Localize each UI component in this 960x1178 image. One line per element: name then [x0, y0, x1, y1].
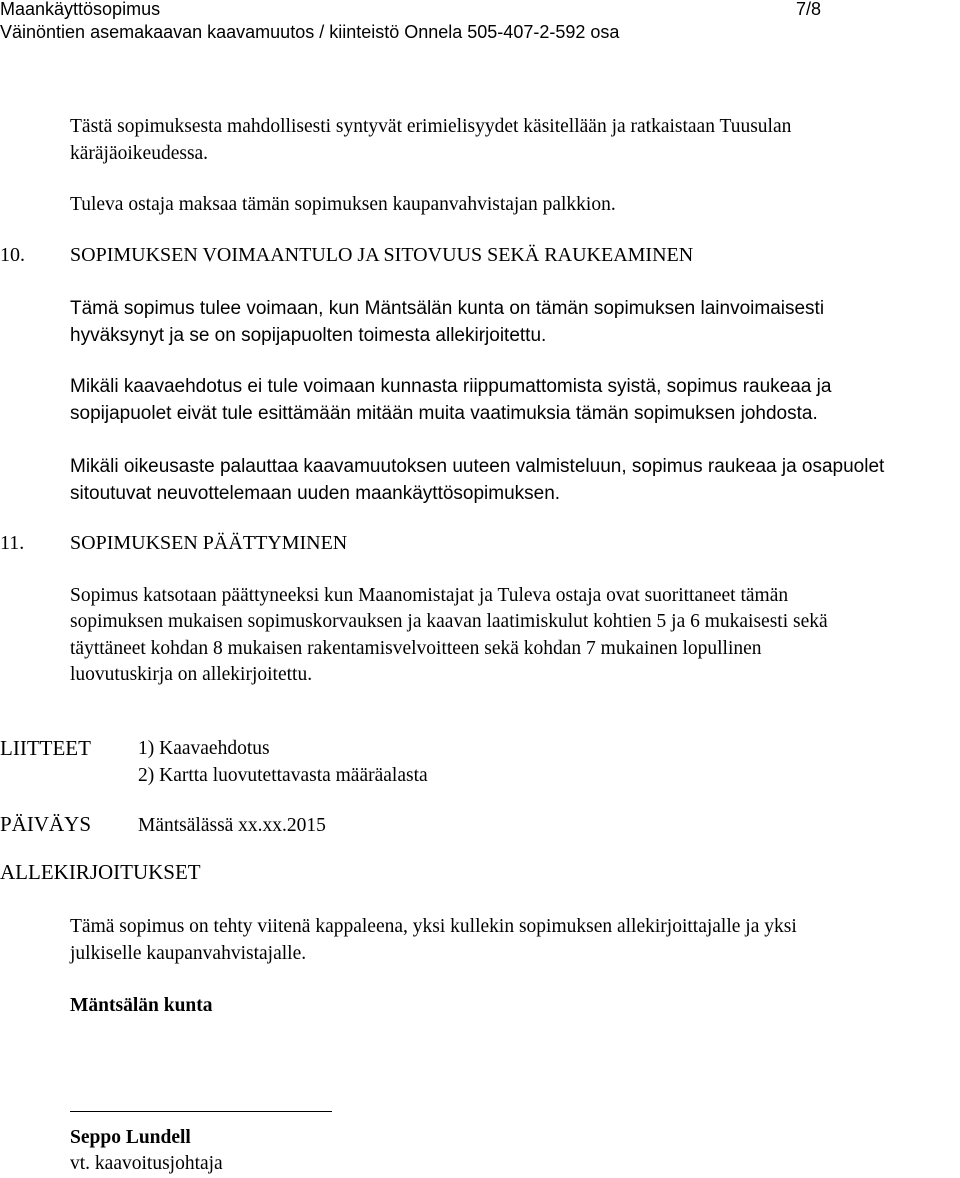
- date-label: PÄIVÄYS: [0, 812, 92, 836]
- attachment-item: 2) Kartta luovutettavasta määräalasta: [138, 765, 428, 786]
- section-10-paragraph-line: Mikäli kaavaehdotus ei tule voimaan kunnasta riippumattomista syistä, sopimus raukeaa ja: [70, 376, 832, 397]
- attachment-item: 1) Kaavaehdotus: [138, 738, 270, 759]
- signatures-paragraph-line: julkiselle kaupanvahvistajalle.: [70, 943, 307, 964]
- intro-paragraph-line: käräjäoikeudessa.: [70, 143, 209, 164]
- intro-paragraph-line: Tästä sopimuksesta mahdollisesti syntyvät erimielisyydet käsitellään ja ratkaistaan Tuusulan: [70, 116, 792, 137]
- section-11-paragraph-line: Sopimus katsotaan päättyneeksi kun Maanomistajat ja Tuleva ostaja ovat suorittaneet tämän: [70, 585, 789, 606]
- section-11-paragraph-line: sopimuksen mukaisen sopimuskorvauksen ja kaavan laatimiskulut kohtien 5 ja 6 mukaisesti sekä: [70, 611, 828, 632]
- signing-party: Mäntsälän kunta: [70, 995, 213, 1016]
- section-10-paragraph-line: hyväksynyt ja se on sopijapuolten toimesta allekirjoitettu.: [70, 325, 547, 346]
- section-11-paragraph-line: täyttäneet kohdan 8 mukaisen rakentamisvelvoitteen sekä kohdan 7 mukainen lopullinen: [70, 638, 762, 659]
- section-10-paragraph-line: sopijapuolet eivät tule esittämään mitään muita vaatimuksia tämän sopimuksen johdosta.: [70, 403, 818, 424]
- section-10-number: 10.: [0, 244, 25, 266]
- signatures-label: ALLEKIRJOITUKSET: [0, 860, 201, 884]
- intro-paragraph: Tuleva ostaja maksaa tämän sopimuksen kaupanvahvistajan palkkion.: [70, 194, 616, 215]
- signature-line: [70, 1111, 332, 1112]
- section-10-paragraph-line: Mikäli oikeusaste palauttaa kaavamuutoksen uuteen valmisteluun, sopimus raukeaa ja osapuolet: [70, 456, 885, 477]
- date-value: Mäntsälässä xx.xx.2015: [138, 815, 326, 836]
- attachments-label: LIITTEET: [0, 736, 91, 760]
- page-number: 7/8: [796, 0, 822, 19]
- document-subtitle: Väinöntien asemakaavan kaavamuutos / kiinteistö Onnela 505-407-2-592 osa: [0, 22, 620, 42]
- section-11-number: 11.: [0, 532, 25, 554]
- section-10-title: SOPIMUKSEN VOIMAANTULO JA SITOVUUS SEKÄ RAUKEAMINEN: [70, 244, 694, 266]
- signer-name: Seppo Lundell: [70, 1127, 191, 1148]
- section-10-paragraph-line: Tämä sopimus tulee voimaan, kun Mäntsälän kunta on tämän sopimuksen lainvoimaisesti: [70, 298, 825, 319]
- section-11-paragraph-line: luovutuskirja on allekirjoitettu.: [70, 664, 313, 685]
- signer-title: vt. kaavoitusjohtaja: [70, 1153, 223, 1174]
- document-title: Maankäyttösopimus: [0, 0, 161, 19]
- section-10-paragraph-line: sitoutuvat neuvottelemaan uuden maankäyttösopimuksen.: [70, 483, 561, 504]
- section-11-title: SOPIMUKSEN PÄÄTTYMINEN: [70, 532, 348, 554]
- signatures-paragraph-line: Tämä sopimus on tehty viitenä kappaleena, yksi kullekin sopimuksen allekirjoittajalle ja yksi: [70, 916, 797, 937]
